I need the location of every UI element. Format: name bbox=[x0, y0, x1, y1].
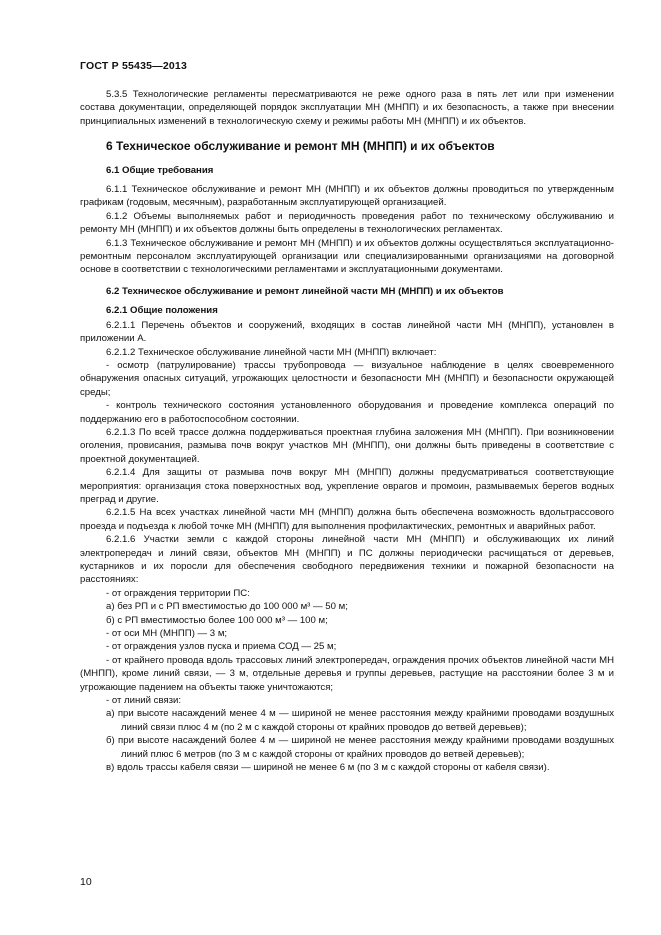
bullet-item: - осмотр (патрулирование) трассы трубопровода — визуальное наблюдение в целях своевременного обнаружения опасных ситуаций, угрожающих целостности и безопасности МН (МНПП) и безопасности окружающей среды; bbox=[80, 359, 614, 398]
paragraph-6-1-2: 6.1.2 Объемы выполняемых работ и периодичность проведения работ по техническому обслуживанию и ремонту МН (МНПП) и их объектов должны быть определены в технологических регламентах. bbox=[80, 210, 614, 236]
paragraph-6-1-3: 6.1.3 Техническое обслуживание и ремонт МН (МНПП) и их объектов должны осуществляться эксплуатационно-ремонтным персоналом эксплуатирующей организации или специализированными организациями на договорной основе в соответствии с технологическими регламентами и эксплуатационными документами. bbox=[80, 237, 614, 276]
list-item: - от крайнего провода вдоль трассовых линий электропередач, ограждения прочих объектов линейной части МН (МНПП), кроме линий связи, — 3 м, отдельные деревья и группы деревьев, растущие на расстоянии более 3 м и угрожающие падением на объекты также уничтожаются; bbox=[80, 654, 614, 693]
bullet-item: - контроль технического состояния установленного оборудования и проведение комплекса операций по поддержанию его в работоспособном состоянии. bbox=[80, 400, 614, 425]
subsection-heading-6-2-1: 6.2.1 Общие положения bbox=[106, 305, 218, 317]
list-item: б) с РП вместимостью более 100 000 м³ — 100 м; bbox=[106, 614, 328, 626]
document-body bbox=[80, 88, 614, 775]
list-item: - от ограждения территории ПС: bbox=[106, 587, 250, 599]
paragraph-6-2-1-3: 6.2.1.3 По всей трассе должна поддерживаться проектная глубина заложения МН (МНПП). При возникновении оголения, провисания, размыва почв вокруг участков МН (МНПП), они должны быть приведены в соответствие с проектной документацией. bbox=[80, 426, 614, 465]
paragraph-6-2-1-1: 6.2.1.1 Перечень объектов и сооружений, входящих в состав линейной части МН (МНПП), установлен в приложении А. bbox=[80, 319, 614, 345]
list-item: а) без РП и с РП вместимостью до 100 000 м³ — 50 м; bbox=[106, 601, 348, 613]
paragraph-6-2-1-2: 6.2.1.2 Техническое обслуживание линейной части МН (МНПП) включает: bbox=[106, 346, 437, 358]
paragraph-6-2-1-5: 6.2.1.5 На всех участках линейной части МН (МНПП) должна быть обеспечена возможность вдольтрассового проезда и подъезда к любой точке МН (МНПП) для выполнения профилактических, ремонтных и аварийных работ. bbox=[80, 507, 614, 532]
section-heading-6: 6 Техническое обслуживание и ремонт МН (МНПП) и их объектов bbox=[106, 139, 495, 154]
list-item: - от ограждения узлов пуска и приема СОД — 25 м; bbox=[106, 641, 337, 653]
list-item: б) при высоте насаждений более 4 м — шириной не менее расстояния между крайними проводами воздушных линий плюс 6 метров (по 3 м с каждой стороны от крайних проводов до ветвей деревьев); bbox=[106, 735, 614, 760]
paragraph-6-2-1-4: 6.2.1.4 Для защиты от размыва почв вокруг МН (МНПП) должны предусматриваться соответствующие мероприятия: организация стока поверхностных вод, укрепление оврагов и промоин, размываемых берегов водных преград и другие. bbox=[80, 467, 614, 505]
list-item: а) при высоте насаждений менее 4 м — шириной не менее расстояния между крайними проводами воздушных линий связи плюс 4 м (по 2 м с каждой стороны от крайних проводов до ветвей деревьев); bbox=[106, 708, 614, 733]
paragraph-6-2-1-6: 6.2.1.6 Участки земли с каждой стороны линейной части МН (МНПП) и обслуживающих их линий электропередач и линий связи, объектов МН (МНПП) и ПС должны периодически расчищаться от деревьев, кустарников и их поросли для обеспечения свободного передвижения техники и пожарной безопасности на расстояниях: bbox=[80, 534, 614, 586]
page-number: 10 bbox=[80, 876, 92, 888]
document-header: ГОСТ Р 55435—2013 bbox=[80, 60, 188, 72]
list-item: - от линий связи: bbox=[106, 695, 182, 707]
paragraph-6-1-1: 6.1.1 Техническое обслуживание и ремонт МН (МНПП) и их объектов должны проводиться по утвержденным графикам (годовым, месячным), разработанным эксплуатирующей организацией. bbox=[80, 184, 614, 209]
subsection-heading-6-2: 6.2 Техническое обслуживание и ремонт линейной части МН (МНПП) и их объектов bbox=[106, 285, 504, 297]
list-item: в) вдоль трассы кабеля связи — шириной не менее 6 м (по 3 м с каждой стороны от кабеля связи). bbox=[106, 762, 550, 774]
paragraph-5-3-5: 5.3.5 Технологические регламенты пересматриваются не реже одного раза в пять лет или при изменении состава документации, определяющей порядок эксплуатации МН (МНПП) и их безопасность, а также при внесении принципиальных изменений в технологическую схему и режимы работы МН (МНПП) и их объектов. bbox=[80, 89, 614, 127]
subsection-heading-6-1: 6.1 Общие требования bbox=[106, 164, 214, 176]
list-item: - от оси МН (МНПП) — 3 м; bbox=[106, 628, 228, 640]
